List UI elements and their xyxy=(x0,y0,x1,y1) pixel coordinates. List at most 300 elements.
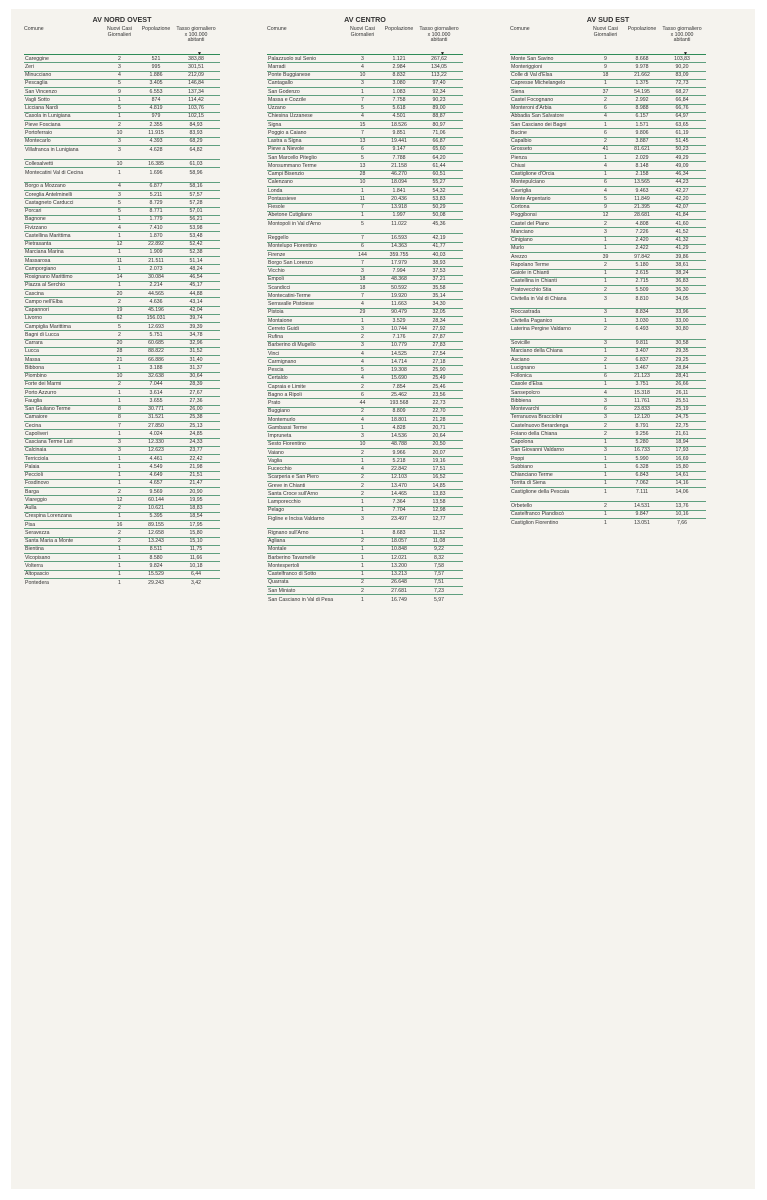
cell-nuovi-casi: 4 xyxy=(604,187,607,194)
table-row xyxy=(24,282,220,290)
cell-comune: Borgo a Mozzano xyxy=(25,183,66,190)
section-av-centro xyxy=(267,15,463,610)
cell-tasso: 24,85 xyxy=(189,430,203,437)
cell-nuovi-casi: 1 xyxy=(604,480,607,487)
cell-tasso: 41,77 xyxy=(432,243,446,250)
cell-popolazione: 16.749 xyxy=(391,596,407,603)
cell-nuovi-casi: 10 xyxy=(116,129,123,136)
cell-nuovi-casi: 1 xyxy=(118,571,121,578)
cell-popolazione: 1.121 xyxy=(392,55,406,62)
cell-popolazione: 6.493 xyxy=(635,326,649,333)
report-page xyxy=(11,9,755,1189)
cell-nuovi-casi: 1 xyxy=(604,439,607,446)
cell-nuovi-casi: 6 xyxy=(361,243,364,250)
cell-popolazione: 13.200 xyxy=(391,562,407,569)
cell-comune: Civitella Paganico xyxy=(511,317,553,324)
column-header-popolazione[interactable]: Popolazione xyxy=(141,26,171,32)
cell-nuovi-casi: 2 xyxy=(604,430,607,437)
cell-comune: Calcinaia xyxy=(25,447,47,454)
cell-nuovi-casi: 2 xyxy=(118,505,121,512)
cell-popolazione: 15.318 xyxy=(634,389,650,396)
cell-tasso: 38,61 xyxy=(675,261,689,268)
cell-tasso: 84,93 xyxy=(189,121,203,128)
cell-nuovi-casi: 3 xyxy=(361,325,364,332)
cell-tasso: 83,09 xyxy=(675,72,689,79)
cell-tasso: 34,05 xyxy=(675,295,689,302)
cell-tasso: 10,18 xyxy=(189,562,203,569)
cell-comune: Montepulciano xyxy=(511,179,545,186)
sort-descending-icon[interactable]: ▼ xyxy=(683,51,688,57)
table-row xyxy=(24,348,220,356)
table-row xyxy=(267,300,463,308)
table-header xyxy=(510,26,706,57)
cell-nuovi-casi: 4 xyxy=(604,162,607,169)
column-header-popolazione[interactable]: Popolazione xyxy=(627,26,657,32)
cell-comune: Siena xyxy=(511,88,525,95)
cell-comune: Barga xyxy=(25,488,39,495)
cell-comune: San Marcello Piteglio xyxy=(268,154,317,161)
cell-comune: Reggello xyxy=(268,235,289,242)
cell-tasso: 44,88 xyxy=(189,290,203,297)
cell-tasso: 26,11 xyxy=(675,389,689,396)
cell-comune: Montaione xyxy=(268,317,293,324)
cell-tasso: 26,00 xyxy=(189,406,203,413)
cell-tasso: 65,60 xyxy=(432,146,446,153)
cell-popolazione: 16.593 xyxy=(391,235,407,242)
cell-comune: Civitella in Val di Chiana xyxy=(511,295,567,302)
table-row xyxy=(510,364,706,372)
cell-popolazione: 7.062 xyxy=(635,480,649,487)
cell-tasso: 20,90 xyxy=(189,488,203,495)
table-row xyxy=(24,63,220,71)
cell-tasso: 38,93 xyxy=(432,259,446,266)
cell-comune: Pescia xyxy=(268,367,284,374)
cell-tasso: 27,54 xyxy=(432,350,446,357)
cell-nuovi-casi: 1 xyxy=(604,455,607,462)
table-row xyxy=(24,241,220,249)
cell-popolazione: 54.195 xyxy=(634,88,650,95)
table-row xyxy=(510,340,706,348)
cell-popolazione: 8.729 xyxy=(149,199,163,206)
column-header-tasso[interactable]: Tasso giornaliero x 100.000 abitanti xyxy=(419,26,459,44)
cell-tasso: 34,78 xyxy=(189,331,203,338)
cell-nuovi-casi: 1 xyxy=(361,88,364,95)
cell-comune: Scarperia e San Piero xyxy=(268,474,319,481)
cell-popolazione: 9.847 xyxy=(635,511,649,518)
cell-popolazione: 9.978 xyxy=(635,63,649,70)
cell-popolazione: 9.811 xyxy=(635,340,649,347)
cell-popolazione: 30.771 xyxy=(148,406,164,413)
cell-tasso: 92,34 xyxy=(432,88,446,95)
cell-comune: Montevarchi xyxy=(511,406,540,413)
cell-tasso: 28,39 xyxy=(189,381,203,388)
table-row xyxy=(267,474,463,482)
table-row xyxy=(510,245,706,253)
cell-nuovi-casi: 1 xyxy=(118,455,121,462)
cell-popolazione: 8.148 xyxy=(635,162,649,169)
cell-tasso: 21,98 xyxy=(189,463,203,470)
table-row xyxy=(510,129,706,137)
cell-tasso: 50,29 xyxy=(432,204,446,211)
cell-nuovi-casi: 19 xyxy=(116,307,123,314)
cell-tasso: 12,77 xyxy=(432,516,446,523)
cell-nuovi-casi: 4 xyxy=(361,113,364,120)
cell-nuovi-casi: 7 xyxy=(361,292,364,299)
cell-popolazione: 3.407 xyxy=(635,348,649,355)
cell-comune: Lamporecchio xyxy=(268,499,301,506)
cell-tasso: 41,32 xyxy=(675,237,689,244)
cell-comune: Pieve a Nievole xyxy=(268,146,305,153)
cell-popolazione: 21.662 xyxy=(634,72,650,79)
cell-popolazione: 1.870 xyxy=(149,232,163,239)
cell-comune: Monte San Savino xyxy=(511,55,554,62)
cell-tasso: 114,42 xyxy=(188,96,204,103)
cell-popolazione: 1.841 xyxy=(392,187,406,194)
table-row xyxy=(267,333,463,341)
table-row xyxy=(267,408,463,416)
column-header-popolazione[interactable]: Popolazione xyxy=(384,26,414,32)
cell-popolazione: 8.580 xyxy=(149,554,163,561)
cell-tasso: 50,08 xyxy=(432,212,446,219)
cell-comune: Gambassi Terme xyxy=(268,424,308,431)
cell-comune: Pistoia xyxy=(268,309,284,316)
cell-tasso: 13,83 xyxy=(432,490,446,497)
cell-nuovi-casi: 1 xyxy=(118,216,121,223)
cell-nuovi-casi: 1 xyxy=(604,171,607,178)
cell-popolazione: 6.157 xyxy=(635,113,649,120)
cell-tasso: 27,18 xyxy=(432,358,446,365)
cell-nuovi-casi: 5 xyxy=(361,154,364,161)
table-row xyxy=(267,146,463,154)
cell-nuovi-casi: 1 xyxy=(118,430,121,437)
cell-popolazione: 8.771 xyxy=(149,208,163,215)
cell-tasso: 61,19 xyxy=(675,129,689,136)
cell-nuovi-casi: 5 xyxy=(118,105,121,112)
cell-tasso: 30,64 xyxy=(189,373,203,380)
cell-tasso: 42,19 xyxy=(432,235,446,242)
cell-nuovi-casi: 2 xyxy=(361,334,364,341)
cell-comune: Bagnone xyxy=(25,216,46,223)
cell-popolazione: 12.658 xyxy=(148,529,164,536)
cell-comune: Palazzuolo sul Senio xyxy=(268,55,317,62)
table-body xyxy=(267,55,463,610)
cell-tasso: 31,52 xyxy=(189,348,203,355)
cell-popolazione: 6.328 xyxy=(635,463,649,470)
table-row xyxy=(267,587,463,595)
table-row xyxy=(267,538,463,546)
cell-comune: Pelago xyxy=(268,507,285,514)
cell-comune: Santa Maria a Monte xyxy=(25,538,74,545)
cell-popolazione: 16.733 xyxy=(634,447,650,454)
table-row xyxy=(510,105,706,113)
table-row xyxy=(510,519,706,527)
cell-nuovi-casi: 1 xyxy=(361,424,364,431)
table-row xyxy=(267,498,463,506)
cell-comune: Gaiole in Chianti xyxy=(511,270,550,277)
cell-tasso: 37,21 xyxy=(432,276,446,283)
cell-tasso: 15,80 xyxy=(675,463,689,470)
cell-tasso: 36,30 xyxy=(675,286,689,293)
cell-comune: San Giovanni Valdarno xyxy=(511,447,564,454)
table-row xyxy=(24,488,220,496)
cell-comune: Castellina Marittima xyxy=(25,232,71,239)
cell-nuovi-casi: 1 xyxy=(361,562,364,569)
cell-tasso: 18,94 xyxy=(675,439,689,446)
cell-nuovi-casi: 3 xyxy=(361,516,364,523)
column-header-comune[interactable]: Comune xyxy=(267,26,287,32)
table-row xyxy=(510,113,706,121)
cell-nuovi-casi: 14 xyxy=(116,274,123,281)
cell-nuovi-casi: 8 xyxy=(118,406,121,413)
table-row xyxy=(267,482,463,490)
cell-tasso: 48,24 xyxy=(189,265,203,272)
cell-comune: Pratovecchio Stia xyxy=(511,286,552,293)
cell-nuovi-casi: 1 xyxy=(118,480,121,487)
cell-comune: Crespina Lorenzana xyxy=(25,513,72,520)
cell-nuovi-casi: 1 xyxy=(118,113,121,120)
cell-nuovi-casi: 2 xyxy=(604,422,607,429)
table-row xyxy=(267,88,463,96)
cell-nuovi-casi: 4 xyxy=(361,358,364,365)
cell-popolazione: 7.788 xyxy=(392,154,406,161)
table-row xyxy=(510,447,706,455)
table-row xyxy=(267,317,463,325)
cell-tasso: 17,51 xyxy=(432,466,446,473)
cell-tasso: 36,83 xyxy=(675,278,689,285)
table-row xyxy=(24,274,220,282)
table-row xyxy=(267,121,463,129)
cell-comune: Serravalle Pistoiese xyxy=(268,301,314,308)
cell-nuovi-casi: 2 xyxy=(604,138,607,145)
table-row xyxy=(24,447,220,455)
cell-comune: Collesalvetti xyxy=(25,160,53,167)
cell-popolazione: 4.549 xyxy=(149,463,163,470)
cell-nuovi-casi: 18 xyxy=(602,72,609,79)
table-row xyxy=(267,562,463,570)
cell-nuovi-casi: 13 xyxy=(359,138,366,145)
cell-popolazione: 22.842 xyxy=(391,466,407,473)
cell-popolazione: 5.990 xyxy=(635,455,649,462)
cell-tasso: 14,06 xyxy=(675,489,689,496)
cell-popolazione: 22.892 xyxy=(148,241,164,248)
cell-nuovi-casi: 15 xyxy=(359,121,366,128)
cell-nuovi-casi: 1 xyxy=(361,554,364,561)
cell-comune: Sansepolcro xyxy=(511,389,540,396)
cell-comune: Capalbio xyxy=(511,138,532,145)
cell-popolazione: 4.461 xyxy=(149,455,163,462)
table-row xyxy=(24,191,220,199)
cell-popolazione: 21.158 xyxy=(391,162,407,169)
cell-tasso: 19,95 xyxy=(189,496,203,503)
cell-nuovi-casi: 37 xyxy=(602,88,609,95)
cell-popolazione: 46.270 xyxy=(391,171,407,178)
cell-tasso: 43,14 xyxy=(189,298,203,305)
cell-comune: San Giuliano Terme xyxy=(25,406,71,413)
cell-tasso: 64,97 xyxy=(675,113,689,120)
column-header-tasso[interactable]: Tasso giornaliero x 100.000 abitanti xyxy=(176,26,216,44)
table-row xyxy=(267,432,463,440)
cell-comune: Fucecchio xyxy=(268,466,292,473)
table-row xyxy=(24,340,220,348)
cell-nuovi-casi: 5 xyxy=(361,367,364,374)
cell-nuovi-casi: 1 xyxy=(361,187,364,194)
cell-tasso: 42,20 xyxy=(675,195,689,202)
cell-nuovi-casi: 6 xyxy=(604,406,607,413)
cell-comune: Portoferraio xyxy=(25,129,53,136)
table-row xyxy=(510,179,706,187)
cell-popolazione: 521 xyxy=(151,55,161,62)
cell-tasso: 33,96 xyxy=(675,309,689,316)
cell-nuovi-casi: 1 xyxy=(118,463,121,470)
cell-nuovi-casi: 1 xyxy=(361,529,364,536)
table-row xyxy=(267,55,463,63)
cell-tasso: 23,56 xyxy=(432,391,446,398)
cell-popolazione: 14.363 xyxy=(391,243,407,250)
cell-tasso: 45,17 xyxy=(189,282,203,289)
cell-nuovi-casi: 2 xyxy=(361,482,364,489)
table-row xyxy=(510,237,706,245)
table-row xyxy=(510,317,706,325)
cell-comune: Careggine xyxy=(25,55,49,62)
cell-comune: Vaglia xyxy=(268,457,283,464)
cell-comune: Impruneta xyxy=(268,433,292,440)
cell-tasso: 28,41 xyxy=(675,373,689,380)
cell-nuovi-casi: 1 xyxy=(118,232,121,239)
table-row xyxy=(267,595,463,609)
cell-popolazione: 5.180 xyxy=(635,261,649,268)
cell-comune: Piazza al Serchio xyxy=(25,282,66,289)
table-row xyxy=(510,72,706,80)
cell-tasso: 63,65 xyxy=(675,121,689,128)
cell-comune: Bagni di Lucca xyxy=(25,331,60,338)
column-header-tasso[interactable]: Tasso giornaliero x 100.000 abitanti xyxy=(662,26,702,44)
table-row xyxy=(510,261,706,269)
cell-tasso: 66,87 xyxy=(432,138,446,145)
cell-popolazione: 97.842 xyxy=(634,253,650,260)
cell-tasso: 54,32 xyxy=(432,187,446,194)
table-row xyxy=(267,129,463,137)
column-header-nuovi-casi[interactable]: Nuovi Casi Giornalieri xyxy=(349,26,376,38)
cell-comune: Subbiano xyxy=(511,463,533,470)
table-row xyxy=(267,529,463,537)
cell-comune: Bibbiena xyxy=(511,397,532,404)
cell-popolazione: 7.364 xyxy=(392,499,406,506)
table-row xyxy=(267,251,463,259)
cell-tasso: 9,22 xyxy=(433,546,445,553)
cell-popolazione: 32.638 xyxy=(148,373,164,380)
table-row xyxy=(267,243,463,251)
cell-nuovi-casi: 144 xyxy=(358,251,367,258)
column-header-comune[interactable]: Comune xyxy=(24,26,44,32)
table-row xyxy=(510,406,706,414)
table-row xyxy=(510,309,706,317)
cell-popolazione: 16.385 xyxy=(148,160,164,167)
cell-popolazione: 12.021 xyxy=(391,554,407,561)
cell-popolazione: 7.226 xyxy=(635,228,649,235)
cell-tasso: 18,83 xyxy=(189,505,203,512)
cell-tasso: 56,21 xyxy=(189,216,203,223)
table-row xyxy=(24,146,220,160)
cell-nuovi-casi: 5 xyxy=(118,208,121,215)
cell-popolazione: 9.806 xyxy=(635,129,649,136)
table-row xyxy=(24,315,220,323)
cell-popolazione: 3.529 xyxy=(392,317,406,324)
cell-comune: Vicchio xyxy=(268,268,285,275)
section-title: AV NORD OVEST xyxy=(92,15,152,24)
cell-nuovi-casi: 1 xyxy=(604,348,607,355)
cell-popolazione: 21.395 xyxy=(634,204,650,211)
sort-descending-icon[interactable]: ▼ xyxy=(197,51,202,57)
cell-comune: Rignano sull'Arno xyxy=(268,529,309,536)
cell-comune: Carmignano xyxy=(268,358,297,365)
cell-popolazione: 30.084 xyxy=(148,274,164,281)
cell-tasso: 32,05 xyxy=(432,309,446,316)
cell-tasso: 39,39 xyxy=(189,323,203,330)
column-header-nuovi-casi[interactable]: Nuovi Casi Giornalieri xyxy=(106,26,133,38)
cell-popolazione: 31.521 xyxy=(148,414,164,421)
cell-popolazione: 4.819 xyxy=(149,105,163,112)
cell-popolazione: 88.822 xyxy=(148,348,164,355)
cell-popolazione: 18.094 xyxy=(391,179,407,186)
cell-nuovi-casi: 2 xyxy=(604,261,607,268)
cell-tasso: 31,37 xyxy=(189,364,203,371)
cell-tasso: 35,14 xyxy=(432,292,446,299)
cell-nuovi-casi: 2 xyxy=(361,587,364,594)
cell-nuovi-casi: 1 xyxy=(118,389,121,396)
section-title: AV CENTRO xyxy=(344,15,386,24)
sort-descending-icon[interactable]: ▼ xyxy=(440,51,445,57)
cell-popolazione: 19.308 xyxy=(391,367,407,374)
cell-popolazione: 27.681 xyxy=(391,587,407,594)
cell-nuovi-casi: 1 xyxy=(604,278,607,285)
cell-popolazione: 45.196 xyxy=(148,307,164,314)
cell-tasso: 17,95 xyxy=(189,521,203,528)
column-header-comune[interactable]: Comune xyxy=(510,26,530,32)
cell-comune: Pontassieve xyxy=(268,195,297,202)
table-row xyxy=(24,472,220,480)
table-row xyxy=(267,449,463,457)
column-header-nuovi-casi[interactable]: Nuovi Casi Giornalieri xyxy=(592,26,619,38)
cell-tasso: 5,97 xyxy=(433,596,445,603)
cell-tasso: 13,58 xyxy=(432,499,446,506)
cell-tasso: 58,16 xyxy=(189,183,203,190)
cell-tasso: 15,80 xyxy=(189,529,203,536)
cell-comune: Terranuova Bracciolini xyxy=(511,414,563,421)
cell-popolazione: 6.843 xyxy=(635,472,649,479)
cell-comune: Forte dei Marmi xyxy=(25,381,62,388)
cell-nuovi-casi: 2 xyxy=(361,408,364,415)
cell-popolazione: 8.668 xyxy=(635,55,649,62)
cell-comune: Marciano della Chiana xyxy=(511,348,563,355)
cell-popolazione: 19.441 xyxy=(391,138,407,145)
cell-comune: Montecarlo xyxy=(25,138,51,145)
cell-nuovi-casi: 12 xyxy=(116,496,123,503)
cell-popolazione: 6.877 xyxy=(149,183,163,190)
cell-tasso: 27,83 xyxy=(432,342,446,349)
cell-tasso: 24,33 xyxy=(189,439,203,446)
table-row xyxy=(510,422,706,430)
cell-comune: Capraia e Limite xyxy=(268,383,306,390)
table-row xyxy=(510,294,706,308)
cell-nuovi-casi: 2 xyxy=(361,383,364,390)
cell-comune: Bucine xyxy=(511,129,527,136)
table-row xyxy=(267,424,463,432)
cell-popolazione: 21.511 xyxy=(148,257,164,264)
table-row xyxy=(267,195,463,203)
table-row xyxy=(510,121,706,129)
cell-nuovi-casi: 7 xyxy=(361,204,364,211)
cell-tasso: 8,32 xyxy=(433,554,445,561)
